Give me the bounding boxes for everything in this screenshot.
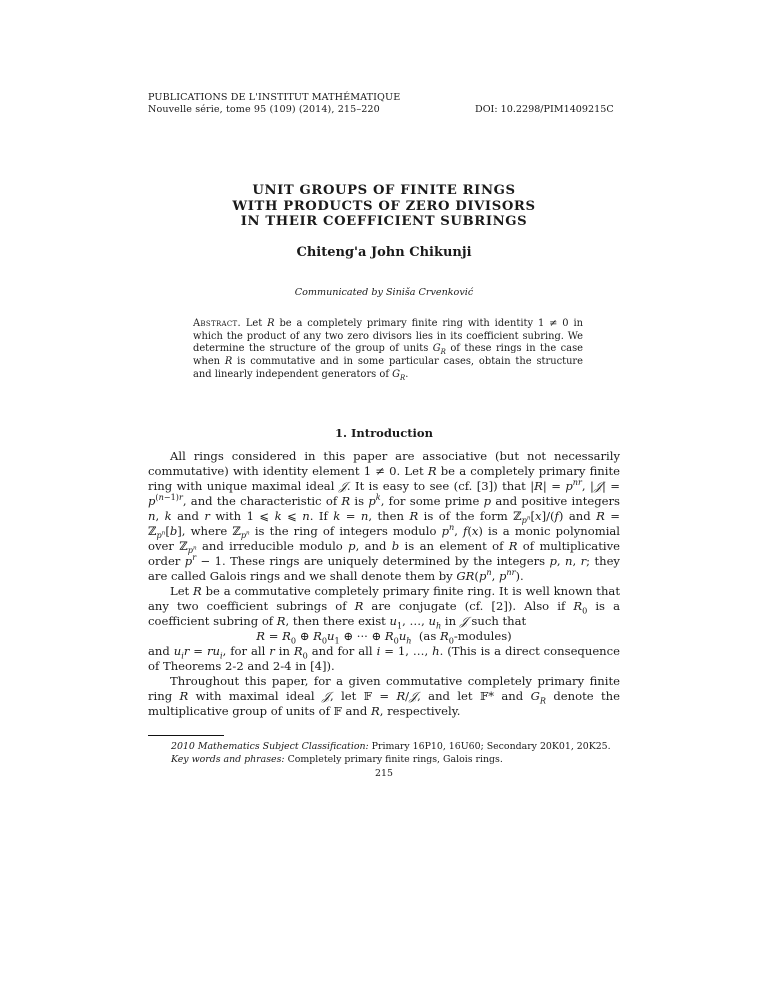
title-line-3: IN THEIR COEFFICIENT SUBRINGS xyxy=(240,214,528,229)
msc-line xyxy=(171,740,631,753)
journal-issue: Nouvelle série, tome 95 (109) (2014), 215–220 xyxy=(148,104,380,115)
paragraph-1: All rings considered in this paper are associative (but not necessarily commutative) with identity element 1 ≠ 0. Let R be a completely primary finite ring with unique maximal ideal 𝒥. It is easy to see (cf. [3]) that $|R| = p^{nr}$, |𝒥| = $p^{(n-1)r}$, and the characteristic of R is $p^k$, for some prime p and positive integers n, k and r with 1 ⩽ k ⩽ n. If k = n, then R is of the form ℤ$_{p^n}$[x]/(f) and R = ℤ$_{p^n}$[b], where ℤ$_{p^n}$ is the ring of integers modulo $p^n$, f(x) is a monic polynomial over ℤ$_{p^n}$ and irreducible modulo p, and b is an element of R of multiplicative order $p^r - 1$. These rings are uniquely determined by the integers p, n, r; they are called Galois rings and we shall denote them by $GR(p^n$, $p^{nr}$). xyxy=(148,449,621,583)
journal-name: PUBLICATIONS DE L'INSTITUT MATHÉMATIQUE xyxy=(148,92,401,103)
abstract-text: Let R be a completely primary finite ring with identity 1 ≠ 0 in which the product of any two zero divisors lies in its coefficient subring. We determine the structure of the group of units $G_R$ of these rings in the case when R is commutative and in some particular cases, obtain the structure and linearly independent generators of $G_R$. xyxy=(193,318,583,382)
title-line-1: UNIT GROUPS OF FINITE RINGS xyxy=(252,183,516,198)
keywords-value: Completely primary finite rings, Galois rings. xyxy=(287,754,503,765)
paper-title xyxy=(0,183,768,230)
author: Chiteng'a John Chikunji xyxy=(296,245,472,260)
paragraph-4: Throughout this paper, for a given commutative completely primary finite ring R with maximal ideal 𝒥, let 𝔽 = R/𝒥, and let 𝔽* and $G_R$ denote the multiplicative group of units of 𝔽 and R, respectively. xyxy=(148,674,620,718)
keywords-label: Key words and phrases: xyxy=(171,754,285,765)
paragraph-3: and $u_ir = ru_i$, for all r in $R_0$ and for all i = 1, …, h. (This is a direct consequence of Theorems 2-2 and 2-4 in [4]). xyxy=(148,644,620,673)
journal-header xyxy=(148,92,400,116)
msc-value: Primary 16P10, 16U60; Secondary 20K01, 20K25. xyxy=(371,741,611,752)
display-equation: $R = R_0$ ⊕ $R_0u_1$ ⊕ ··· ⊕ $R_0u_h$ (as $R_0-modules$) xyxy=(256,629,512,646)
footnote xyxy=(171,740,631,766)
abstract xyxy=(193,318,583,382)
communicated-by: Communicated by Siniša Crvenković xyxy=(294,287,474,298)
page-number: 215 xyxy=(375,768,393,779)
body-text xyxy=(148,449,620,719)
abstract-label: Abstract. xyxy=(193,318,241,329)
doi: DOI: 10.2298/PIM1409215C xyxy=(475,104,614,115)
footnote-rule xyxy=(148,735,224,736)
title-line-2: WITH PRODUCTS OF ZERO DIVISORS xyxy=(232,198,536,214)
msc-label: 2010 Mathematics Subject Classification: xyxy=(171,741,369,752)
paragraph-2: Let R be a commutative completely primary finite ring. It is well known that any two coefficient subrings of R are conjugate (cf. [2]). Also if $R_0$ is a coefficient subring of R, then there exist $u_1$, …, $u_h$ in 𝒥 such that xyxy=(148,584,620,631)
section-heading: 1. Introduction xyxy=(335,426,433,440)
keywords-line xyxy=(171,753,631,766)
